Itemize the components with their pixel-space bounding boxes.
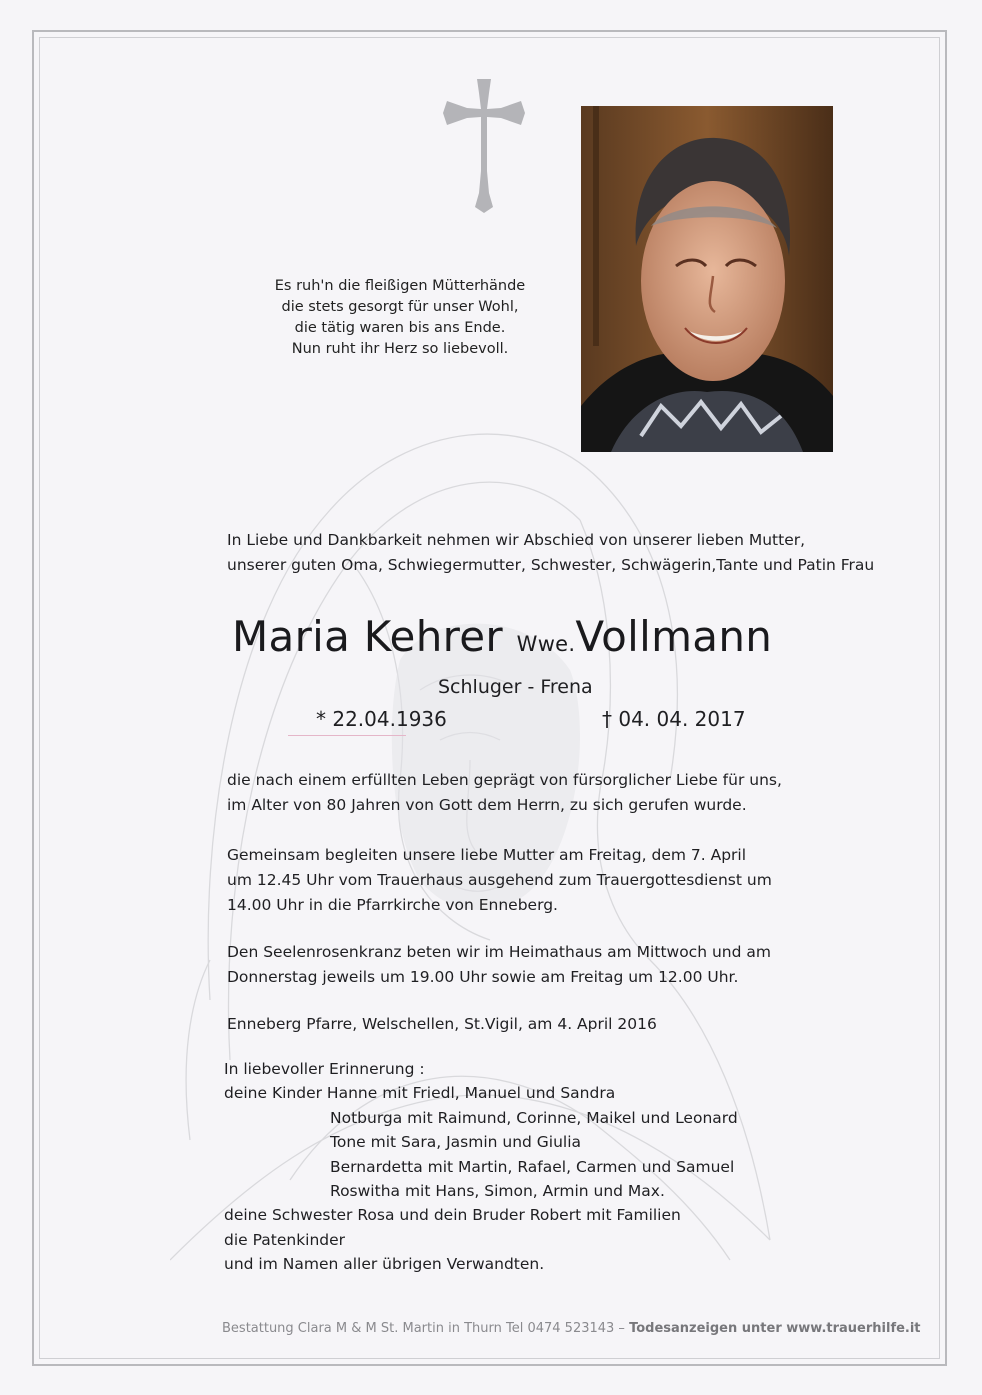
poem-line: die tätig waren bis ans Ende. <box>294 320 506 336</box>
paragraph-line: Donnerstag jeweils um 19.00 Uhr sowie am Freitag um 12.00 Uhr. <box>227 968 739 986</box>
intro-line: unserer guten Oma, Schwiegermutter, Schwester, Schwägerin,Tante und Patin Frau <box>227 556 875 574</box>
paragraph-line: die nach einem erfüllten Leben geprägt von fürsorglicher Liebe für uns, <box>227 771 782 789</box>
widow-prefix: Wwe. <box>516 632 576 656</box>
decorative-underline <box>288 735 406 736</box>
mourners-list <box>224 1057 844 1277</box>
mourners-line: In liebevoller Erinnerung : <box>224 1060 425 1078</box>
paragraph-line: Enneberg Pfarre, Welschellen, St.Vigil, am 4. April 2016 <box>227 1015 657 1033</box>
mourners-line: Bernardetta mit Martin, Rafael, Carmen und Samuel <box>330 1157 735 1176</box>
footer-link-text: Todesanzeigen unter www.trauerhilfe.it <box>629 1321 921 1336</box>
mourners-line: deine Schwester Rosa und dein Bruder Robert mit Familien <box>224 1206 681 1225</box>
paragraph-line: im Alter von 80 Jahren von Gott dem Herrn, zu sich gerufen wurde. <box>227 796 747 814</box>
deceased-name <box>232 612 772 661</box>
paragraph-line: Gemeinsam begleiten unsere liebe Mutter am Freitag, dem 7. April <box>227 846 747 864</box>
paragraph-place-date <box>227 1012 847 1037</box>
paragraph-line: 14.00 Uhr in die Pfarrkirche von Enneberg. <box>227 896 558 914</box>
footer-text: Bestattung Clara M & M St. Martin in Thurn Tel 0474 523143 – <box>222 1321 625 1336</box>
mourners-line: deine Kinder Hanne mit Friedl, Manuel und Sandra <box>224 1084 616 1103</box>
paragraph-rosary <box>227 940 847 990</box>
footer-imprint <box>222 1321 921 1336</box>
mourners-line: Notburga mit Raimund, Corinne, Maikel und Leonard <box>330 1108 738 1127</box>
deceased-married-name: Vollmann <box>575 612 773 661</box>
poem-line: Nun ruht ihr Herz so liebevoll. <box>291 341 509 357</box>
birth-date: * 22.04.1936 <box>316 707 447 731</box>
intro-text <box>227 528 927 578</box>
intro-line: In Liebe und Dankbarkeit nehmen wir Abschied von unserer lieben Mutter, <box>227 531 806 549</box>
portrait-image <box>581 106 833 452</box>
death-date: † 04. 04. 2017 <box>602 707 746 731</box>
poem-line: die stets gesorgt für unser Wohl, <box>281 299 519 315</box>
paragraph-line: Den Seelenrosenkranz beten wir im Heimathaus am Mittwoch und am <box>227 943 771 961</box>
paragraph-life <box>227 768 847 818</box>
deceased-first-name: Maria Kehrer <box>232 612 503 661</box>
paragraph-line: um 12.45 Uhr vom Trauerhaus ausgehend zum Trauergottesdienst um <box>227 871 772 889</box>
mourners-line: Tone mit Sara, Jasmin und Giulia <box>330 1133 582 1152</box>
house-name: Schluger - Frena <box>438 676 593 698</box>
mourners-line: Roswitha mit Hans, Simon, Armin und Max. <box>330 1182 665 1201</box>
portrait-photo <box>581 106 833 452</box>
memorial-poem <box>240 276 560 360</box>
mourners-line: und im Namen aller übrigen Verwandten. <box>224 1255 545 1274</box>
paragraph-funeral <box>227 843 847 918</box>
mourners-line: die Patenkinder <box>224 1230 346 1249</box>
cross-icon <box>441 75 527 215</box>
poem-line: Es ruh'n die fleißigen Mütterhände <box>274 278 526 294</box>
